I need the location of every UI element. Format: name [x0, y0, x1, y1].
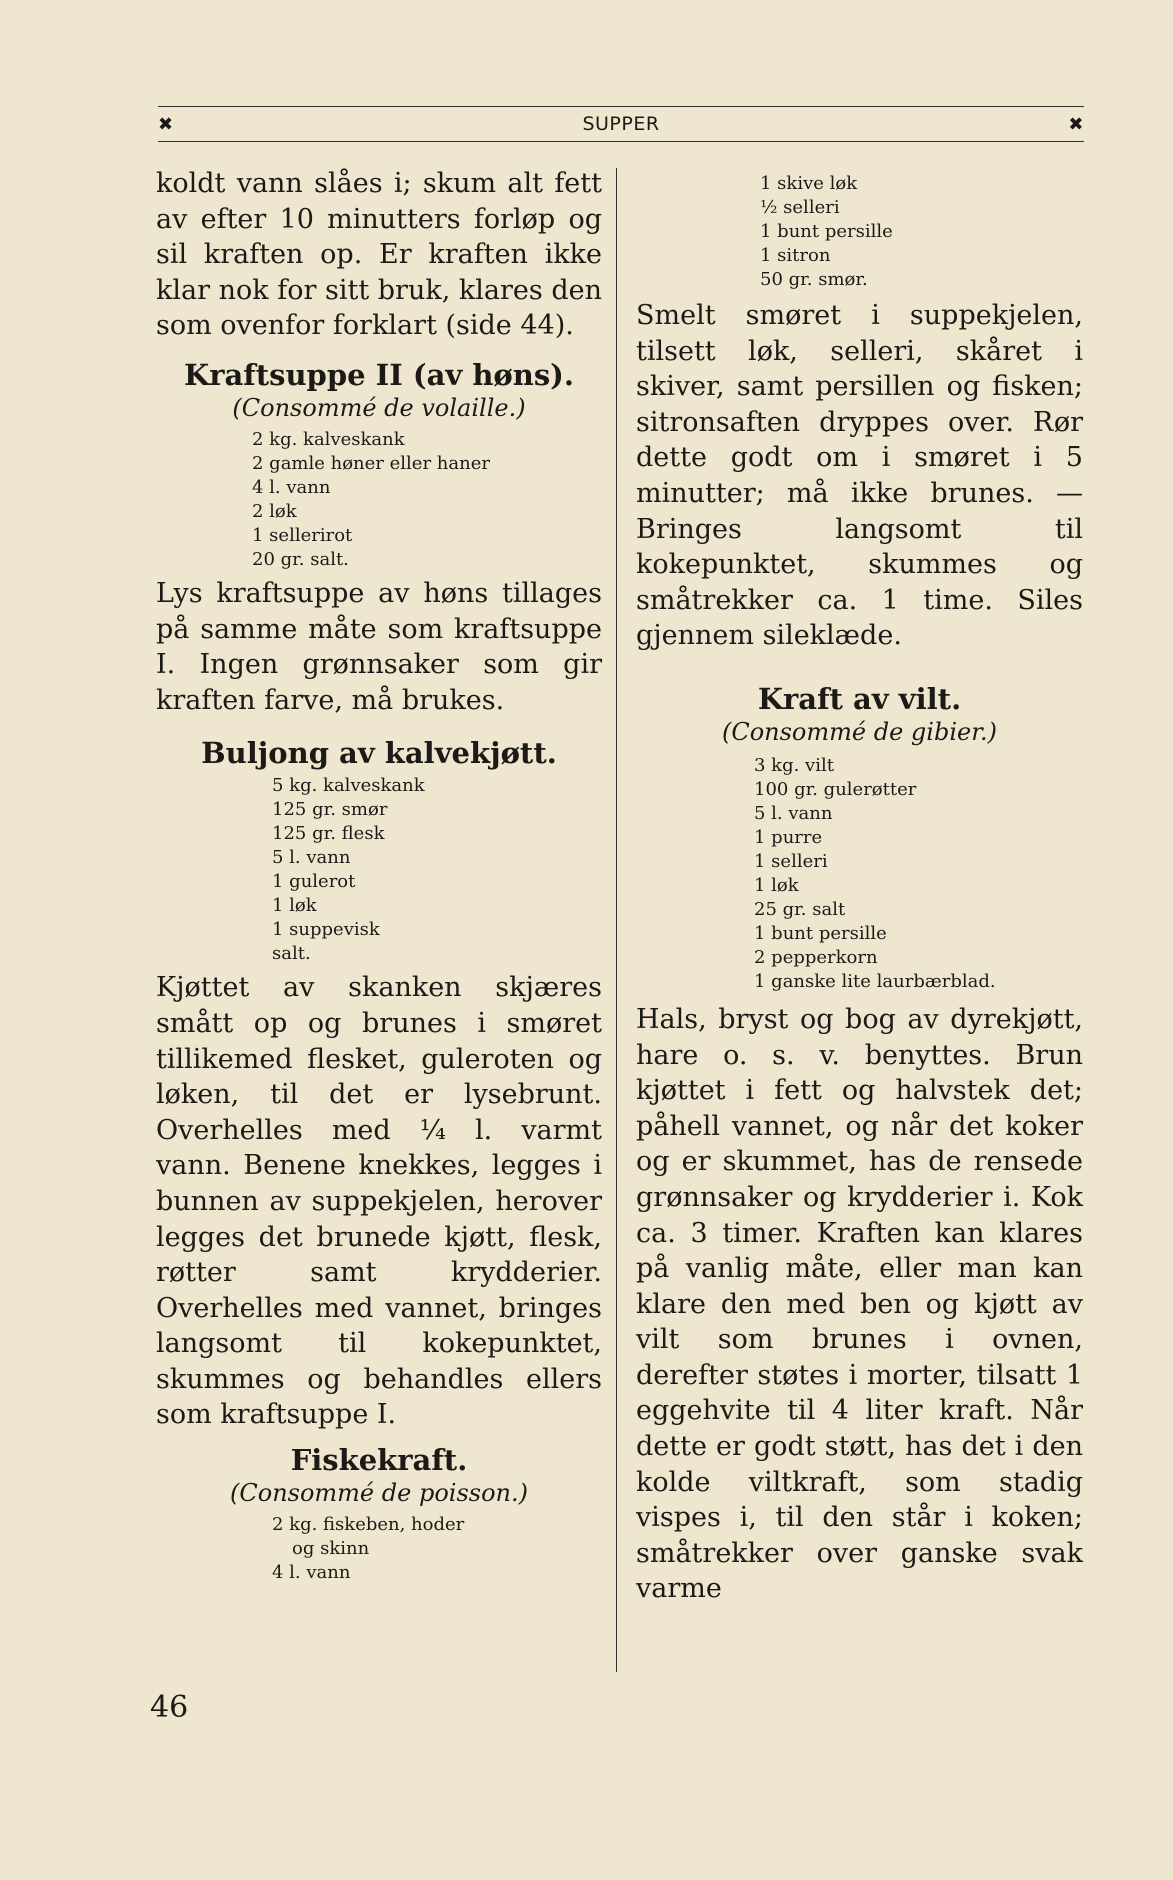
ingredient: salt.: [272, 943, 311, 965]
ingredient-list: [272, 1513, 602, 1585]
ingredient: 4 l. vann: [252, 476, 331, 498]
ingredient: 125 gr. flesk: [272, 823, 385, 845]
header-title: SUPPER: [582, 113, 660, 135]
paragraph: Kjøttet av skanken skjæres smått op og brunes i smøret tillikemed flesket, guleroten og løken, til det er lysebrunt. Overhelles med ¼ l. varmt vann. Benene knekkes, legges i bunnen av suppekjelen, herover legges det brunede kjøtt, flesk, røtter samt krydderier. Overhelles med vannet, bringes langsomt til kokepunktet, skummes og behandles ellers som kraftsuppe I.: [156, 972, 602, 1431]
ingredient-list: [754, 754, 1083, 994]
ingredient-list: [272, 774, 602, 966]
ingredient: 50 gr. smør.: [760, 269, 868, 290]
ingredient: 25 gr. salt: [754, 898, 846, 920]
header-bottom-rule: [158, 141, 1084, 142]
ingredient: 1 selleri: [754, 850, 828, 872]
recipe-heading: Kraftsuppe II (av høns).: [184, 357, 574, 392]
ingredient: 2 løk: [252, 500, 297, 522]
ingredient: og skinn: [292, 1538, 370, 1560]
recipe-heading: Buljong av kalvekjøtt.: [201, 736, 557, 771]
ingredient: 1 suppevisk: [272, 919, 380, 941]
ingredient: 5 kg. kalveskank: [272, 775, 425, 797]
ingredient: 5 l. vann: [754, 802, 833, 824]
ingredient: 20 gr. salt.: [252, 548, 349, 570]
ingredient: 1 skive løk: [760, 173, 858, 194]
recipe-subtitle: (Consommé de gibier.): [721, 717, 998, 746]
ingredient: 3 kg. vilt: [754, 754, 834, 776]
recipe-subtitle: (Consommé de volaille.): [232, 393, 526, 422]
ingredient-list: [252, 428, 602, 572]
recipe-subtitle: (Consommé de poisson.): [230, 1479, 528, 1508]
right-column: [636, 166, 1083, 1607]
ingredient: 1 gulerot: [272, 871, 356, 893]
ingredient: 2 gamle høner eller haner: [252, 452, 490, 474]
recipe-heading: Fiskekraft.: [290, 1443, 468, 1478]
paragraph: Lys kraftsuppe av høns tillages på samme måte som kraftsuppe I. Ingen grønnsaker som gir kraften farve, må brukes.: [156, 577, 602, 716]
ingredient: 1 bunt persille: [760, 221, 893, 242]
column-divider: [616, 168, 617, 1672]
ingredient: 1 sitron: [760, 245, 831, 266]
paragraph: koldt vann slåes i; skum alt fett av efter 10 minutters forløp og sil kraften op. Er kraften ikke klar nok for sitt bruk, klares den som ovenfor forklart (side 44).: [156, 168, 602, 342]
running-header: [158, 108, 1084, 140]
ingredient: 125 gr. smør: [272, 799, 388, 821]
ingredient: 100 gr. gulerøtter: [754, 778, 917, 800]
ingredient: 1 ganske lite laurbærblad.: [754, 970, 996, 992]
ingredient: 1 sellerirot: [252, 524, 353, 546]
left-ornament: ✖: [158, 113, 174, 135]
ingredient: 1 løk: [272, 895, 317, 917]
ingredient: 1 løk: [754, 874, 799, 896]
ingredient: 2 kg. kalveskank: [252, 428, 405, 450]
header-top-rule: [158, 106, 1084, 107]
ingredient: 2 pepperkorn: [754, 946, 878, 968]
ingredient: 1 purre: [754, 826, 823, 848]
left-column: [156, 166, 602, 1585]
recipe-heading: Kraft av vilt.: [757, 681, 962, 716]
paragraph: Smelt smøret i suppekjelen, tilsett løk, selleri, skåret i skiver, samt persillen og fisken; sitronsaften dryppes over. Rør dette godt om i smøret i 5 minutter; må ikke brunes. — Bringes langsomt til kokepunktet, skummes og småtrekker ca. 1 time. Siles gjennem sileklæde.: [636, 300, 1083, 652]
paragraph: Hals, bryst og bog av dyrekjøtt, hare o. s. v. benyttes. Brun kjøttet i fett og halvstek det; påhell vannet, og når det koker og er skummet, has de rensede grønnsaker og krydderier i. Kok ca. 3 timer. Kraften kan klares på vanlig måte, eller man kan klare den med ben og kjøtt av vilt som brunes i ovnen, derefter støtes i morter, tilsatt 1 eggehvite til 4 liter kraft. Når dette er godt støtt, has det i den kolde viltkraft, som stadig vispes i, til den står i koken; småtrekker over ganske svak varme: [636, 1003, 1083, 1605]
right-ornament: ✖: [1068, 113, 1084, 135]
ingredient: 5 l. vann: [272, 847, 351, 869]
page-number: 46: [150, 1690, 189, 1725]
ingredient: 4 l. vann: [272, 1562, 351, 1584]
ingredient: 1 bunt persille: [754, 922, 887, 944]
ingredient: ½ selleri: [760, 197, 840, 218]
ingredient: 2 kg. fiskeben, hoder: [272, 1514, 465, 1536]
ingredient-list: [760, 172, 1083, 292]
